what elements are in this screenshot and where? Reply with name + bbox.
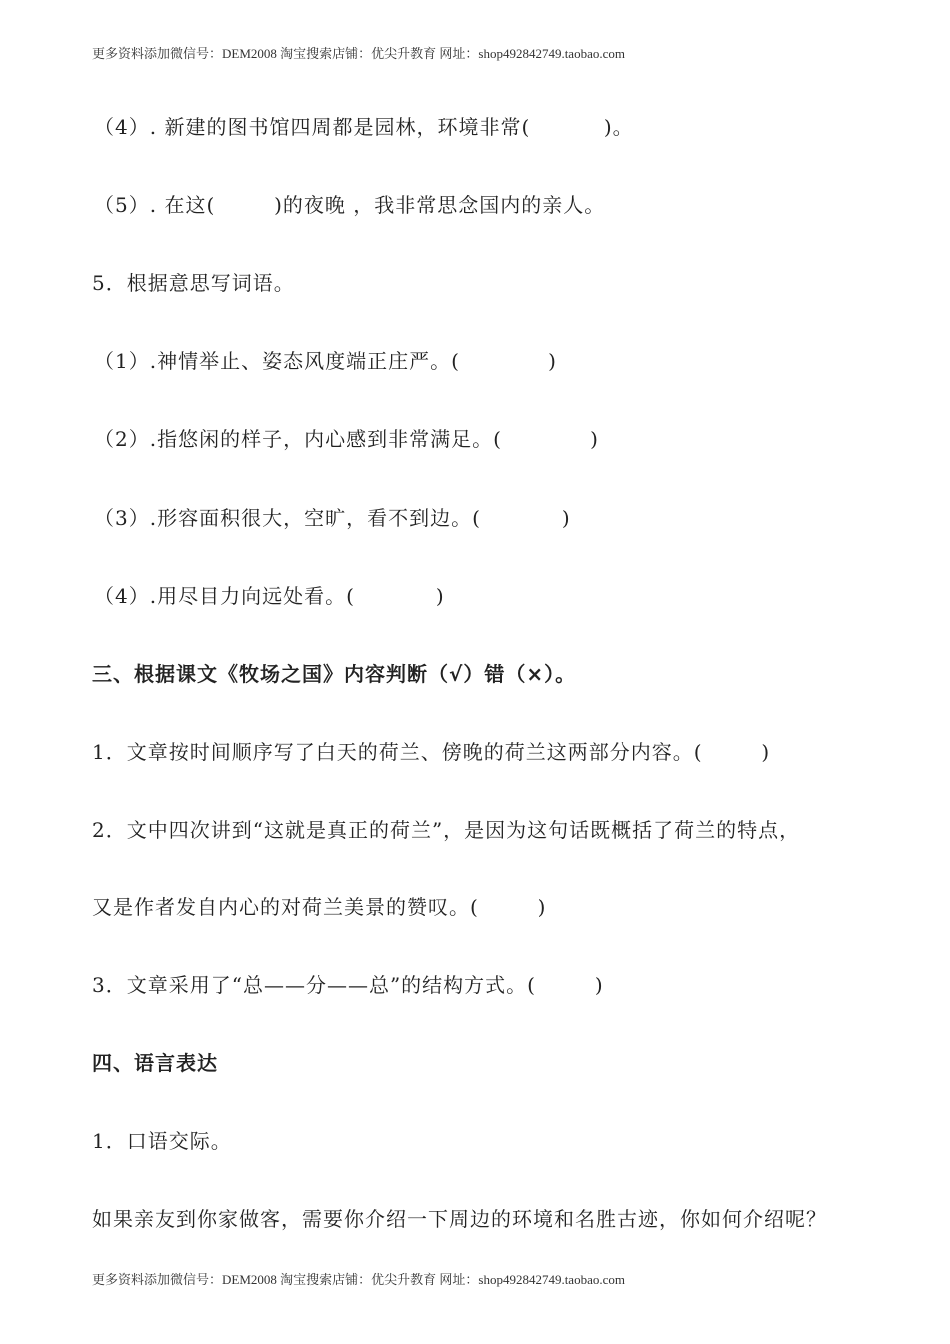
fill-blank-item-4: （4）. 新建的图书馆四周都是园林，环境非常( )。 <box>94 115 634 139</box>
page-header-watermark: 更多资料添加微信号：DEM2008 淘宝搜索店铺：优尖升教育 网址：shop492842749.taobao.com <box>92 46 625 61</box>
section-4-heading: 四、语言表达 <box>92 1051 218 1075</box>
oral-communication-question: 如果亲友到你家做客，需要你介绍一下周边的环境和名胜古迹，你如何介绍呢？ <box>92 1207 827 1231</box>
judge-item-2-line-2: 又是作者发自内心的对荷兰美景的赞叹。( ) <box>92 895 547 919</box>
question-5-item-4: （4）.用尽目力向远处看。( ) <box>94 584 445 608</box>
oral-communication-title: 1．口语交际。 <box>92 1129 232 1153</box>
judge-item-1: 1．文章按时间顺序写了白天的荷兰、傍晚的荷兰这两部分内容。( ) <box>92 740 771 764</box>
fill-blank-item-5: （5）. 在这( )的夜晚 ，我非常思念国内的亲人。 <box>94 193 606 217</box>
question-5-item-3: （3）.形容面积很大，空旷，看不到边。( ) <box>94 506 571 530</box>
question-5-item-2: （2）.指悠闲的样子，内心感到非常满足。( ) <box>94 427 599 451</box>
judge-item-3: 3．文章采用了“总——分——总”的结构方式。( ) <box>92 973 604 997</box>
section-3-heading: 三、根据课文《牧场之国》内容判断（√）错（×）。 <box>92 662 577 686</box>
page-footer-watermark: 更多资料添加微信号：DEM2008 淘宝搜索店铺：优尖升教育 网址：shop492842749.taobao.com <box>92 1272 625 1287</box>
judge-item-2-line-1: 2．文中四次讲到“这就是真正的荷兰”，是因为这句话既概括了荷兰的特点， <box>92 818 801 842</box>
question-5-item-1: （1）.神情举止、姿态风度端正庄严。( ) <box>94 349 557 373</box>
question-5-title: 5．根据意思写词语。 <box>92 271 295 295</box>
